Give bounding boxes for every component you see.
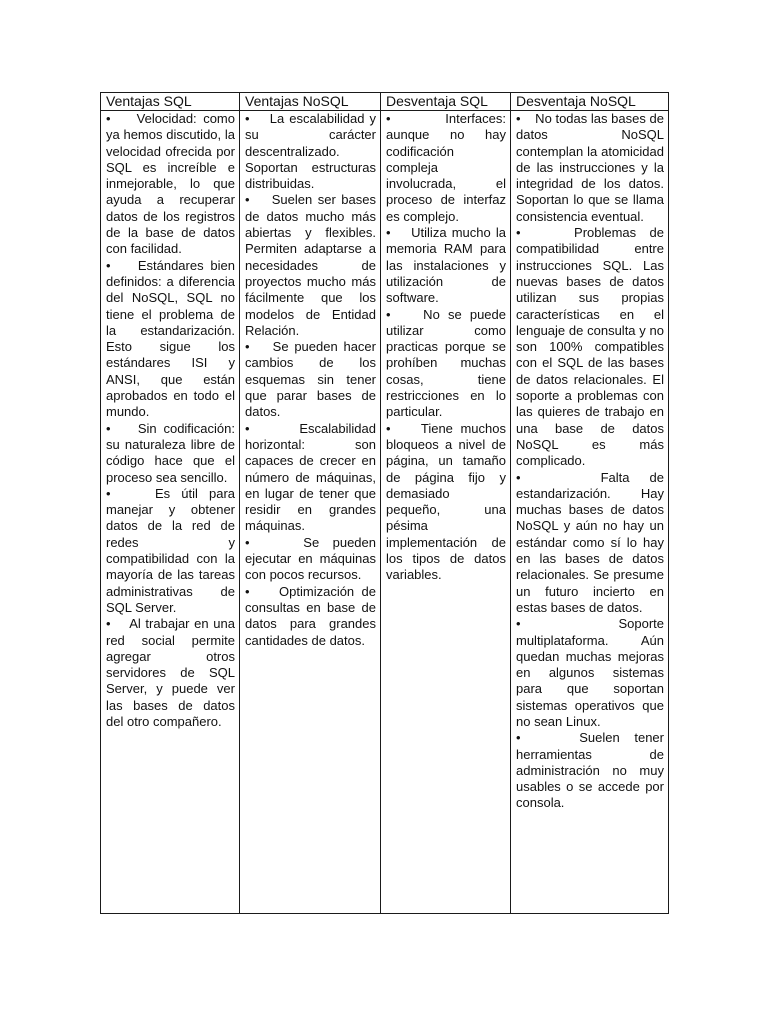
table-body-row — [101, 111, 669, 914]
cell-ventajas-nosql — [240, 111, 381, 914]
list-item: • Tiene muchos bloqueos a nivel de página, un tamaño de página fijo y demasiado pequeño, una pésima implementación de los tipos de datos variables. — [386, 420, 506, 583]
header-desventaja-nosql: Desventaja NoSQL — [511, 93, 669, 111]
list-item: • Soporte multiplataforma. Aún quedan muchas mejoras en algunos sistemas para que soportan sistemas operativos que no sean Linux. — [516, 616, 664, 729]
list-item: • Suelen ser bases de datos mucho más abiertas y flexibles. Permiten adaptarse a necesidades de proyectos mucho más fácilmente que los modelos de Entidad Relación. — [245, 192, 376, 338]
list-item: • Escalabilidad horizontal: son capaces de crecer en número de máquinas, en lugar de tener que residir en grandes máquinas. — [245, 420, 376, 534]
list-item: • No se puede utilizar como practicas porque se prohíben muchas cosas, tiene restricciones en lo particular. — [386, 306, 506, 420]
list-item: • Al trabajar en una red social permite agregar otros servidores de SQL Server, y puede ver las bases de datos del otro compañero. — [106, 616, 235, 729]
list-item: • La escalabilidad y su carácter descentralizado. Soportan estructuras distribuidas. — [245, 111, 376, 192]
list-item: • Se pueden hacer cambios de los esquemas sin tener que parar bases de datos. — [245, 339, 376, 420]
list-item: • Es útil para manejar y obtener datos de la red de redes y compatibilidad con la mayoría de las tareas administrativas de SQL Server. — [106, 485, 235, 615]
list-item: • Velocidad: como ya hemos discutido, la velocidad ofrecida por SQL es increíble e inmejorable, lo que ayuda a recuperar datos de los registros de la base de datos con facilidad. — [106, 111, 235, 257]
list-item: • Optimización de consultas en base de datos para grandes cantidades de datos. — [245, 583, 376, 648]
list-item: • Se pueden ejecutar en máquinas con pocos recursos. — [245, 534, 376, 583]
cell-desventaja-nosql — [511, 111, 669, 914]
list-item: • Problemas de compatibilidad entre instrucciones SQL. Las nuevas bases de datos utilizan sus propias características en el lenguaje de consulta y no son 100% compatibles con el SQL de las bases de datos relacionales. El soporte a problemas con las quieres de trabajo en una base de datos NoSQL es más complicado. — [516, 225, 664, 469]
table-header-row — [101, 93, 669, 111]
list-item: • No todas las bases de datos NoSQL contemplan la atomicidad de las instrucciones y la integridad de los datos. Soportan lo que se llama consistencia eventual. — [516, 111, 664, 224]
cell-desventaja-sql — [381, 111, 511, 914]
list-item: • Utiliza mucho la memoria RAM para las instalaciones y utilización de software. — [386, 225, 506, 306]
header-desventaja-sql: Desventaja SQL — [381, 93, 511, 111]
list-item: • Interfaces: aunque no hay codificación compleja involucrada, el proceso de interfaz es complejo. — [386, 111, 506, 224]
comparison-table — [100, 92, 669, 914]
list-item: • Falta de estandarización. Hay muchas bases de datos NoSQL y aún no hay un estándar como sí lo hay en las bases de datos relacionales. Se presume un futuro incierto en estas bases de datos. — [516, 469, 664, 615]
list-item: • Sin codificación: su naturaleza libre de código hace que el proceso sea sencillo. — [106, 420, 235, 485]
header-ventajas-sql: Ventajas SQL — [101, 93, 240, 111]
list-item: • Suelen tener herramientas de administración no muy usables o se accede por consola. — [516, 730, 664, 811]
list-item: • Estándares bien definidos: a diferencia del NoSQL, SQL no tiene el problema de la estandarización. Esto sigue los estándares ISI y ANSI, que están aprobados en todo el mundo. — [106, 257, 235, 420]
header-ventajas-nosql: Ventajas NoSQL — [240, 93, 381, 111]
cell-ventajas-sql — [101, 111, 240, 914]
